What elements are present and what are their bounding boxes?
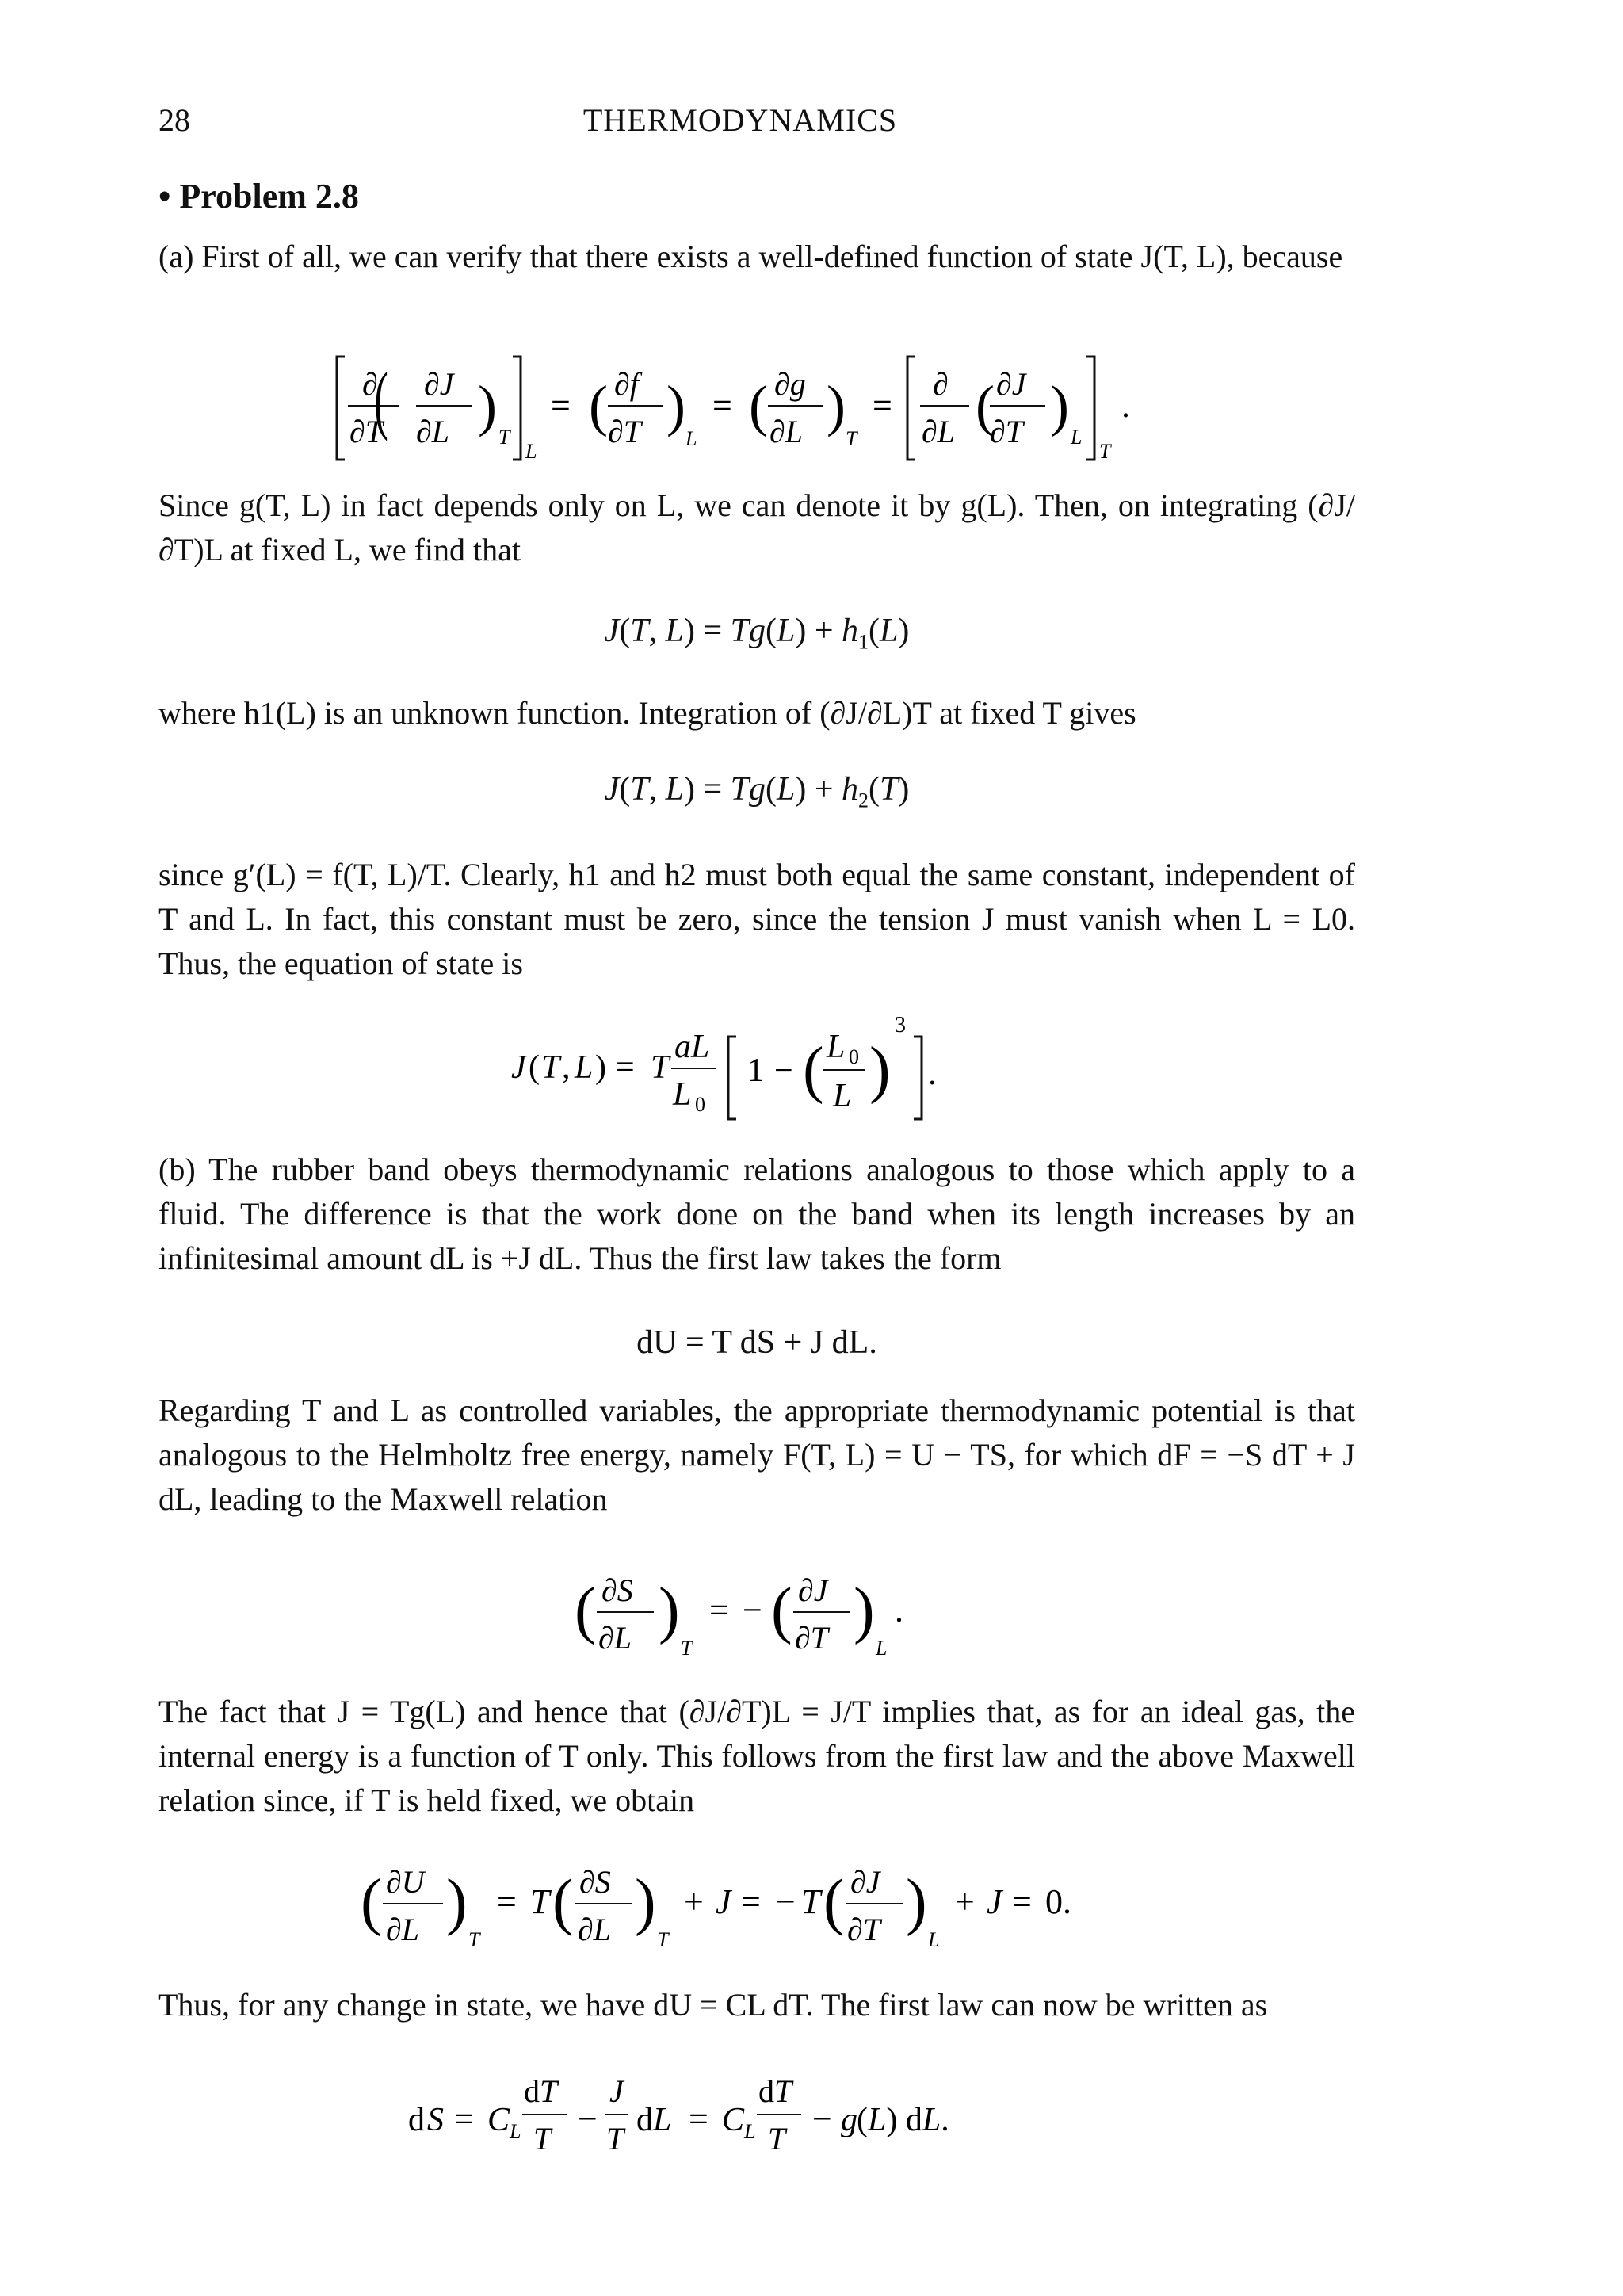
svg-text:∂f: ∂f	[614, 366, 639, 402]
svg-text:T: T	[530, 1882, 550, 1921]
svg-text:=: =	[497, 1882, 517, 1921]
svg-text:−: −	[578, 2099, 598, 2138]
svg-text:=: =	[712, 386, 732, 425]
equation-dS	[158, 2067, 1355, 2170]
svg-text:): )	[666, 374, 685, 437]
svg-text:(: (	[976, 374, 995, 437]
svg-text:dT: dT	[524, 2073, 558, 2109]
svg-text:.: .	[895, 1591, 903, 1629]
paragraph-b-rubber: (b) The rubber band obeys thermodynamic relations analogous to those which apply to a fluid. The difference is that the work done on the band when its length increases by an infinitesimal amount dL is +J dL. Thus the first law takes the form	[158, 1152, 1355, 1276]
equation-dS-math	[408, 2067, 1106, 2170]
svg-text:∂L: ∂L	[386, 1912, 420, 1947]
equation-maxwell-math	[575, 1555, 939, 1674]
equation-internal-energy	[158, 1847, 1355, 1966]
svg-text:1: 1	[747, 1052, 764, 1089]
svg-text:(: (	[749, 374, 768, 437]
paragraph-since-g: Since g(T, L) in fact depends only on L, we can denote it by g(L). Then, on integrating (∂J/∂T)L at fixed L, we find that	[158, 487, 1355, 567]
svg-text:L: L	[1071, 426, 1083, 449]
svg-text:L: L	[827, 1029, 846, 1065]
equation-of-state	[158, 1008, 1355, 1127]
svg-text:T: T	[498, 426, 510, 449]
svg-text:∂J: ∂J	[424, 366, 454, 402]
svg-text:∂L: ∂L	[922, 414, 956, 449]
svg-text:∂L: ∂L	[578, 1912, 612, 1947]
svg-text:∂L: ∂L	[769, 414, 804, 449]
svg-text:∂S: ∂S	[579, 1864, 611, 1900]
svg-text:=: =	[1012, 1882, 1032, 1921]
equation-of-state-math	[511, 1008, 1002, 1127]
running-title: THERMODYNAMICS	[582, 102, 898, 138]
svg-text:=: =	[616, 1049, 635, 1086]
svg-text:T: T	[657, 1928, 669, 1951]
svg-text:∂L: ∂L	[416, 414, 450, 449]
svg-text:=: =	[551, 386, 571, 425]
svg-text:T: T	[768, 2121, 786, 2157]
svg-text:C: C	[487, 2102, 510, 2138]
paragraph-the-fact: The fact that J = Tg(L) and hence that (∂J/∂T)L = J/T implies that, as for an ideal gas, the internal energy is a function of T only. This follows from the first law and the above Maxwell relation since, if T is held fixed, we obtain	[158, 1694, 1355, 1818]
svg-text:(: (	[374, 357, 388, 442]
svg-text:T: T	[541, 1049, 560, 1086]
svg-text:0: 0	[695, 1093, 705, 1116]
svg-text:∂T: ∂T	[990, 414, 1024, 449]
svg-text:J: J	[987, 1882, 1002, 1921]
svg-text:J: J	[511, 1049, 526, 1086]
svg-text:0: 0	[849, 1045, 859, 1068]
equation-J-h1: J(T, $L) = Tg(L) + h_1(L)$	[604, 613, 910, 654]
svg-text:): )	[1050, 374, 1069, 437]
svg-text:∂J: ∂J	[798, 1572, 828, 1608]
svg-text:T: T	[681, 1637, 693, 1660]
svg-text:∂J: ∂J	[996, 366, 1026, 402]
svg-text:∂S: ∂S	[601, 1572, 633, 1608]
paragraph-thus-dU: Thus, for any change in state, we have dU = CL dT. The first law can now be written as	[158, 1987, 1268, 2023]
equation-maxwell	[158, 1555, 1355, 1674]
svg-text:.: .	[928, 1056, 937, 1092]
equation-mixed-partials	[158, 349, 1355, 468]
svg-text:L: L	[833, 1078, 852, 1114]
svg-text:): )	[478, 374, 497, 437]
svg-text:aL: aL	[674, 1029, 710, 1065]
svg-text:(: (	[529, 1049, 540, 1086]
svg-text:L: L	[685, 427, 697, 450]
svg-text:+: +	[684, 1882, 704, 1921]
svg-text:−: −	[776, 1882, 796, 1921]
svg-text:T: T	[801, 1882, 821, 1921]
svg-text:.: .	[1121, 386, 1130, 425]
svg-text:L: L	[876, 1637, 888, 1660]
svg-text:d: d	[408, 2102, 425, 2138]
svg-text:): )	[906, 1867, 927, 1937]
svg-text:∂T: ∂T	[349, 414, 384, 449]
svg-text:): )	[446, 1867, 468, 1937]
equation-mixed-partials-math	[337, 349, 1177, 468]
svg-text:0.: 0.	[1045, 1882, 1071, 1921]
svg-text:(: (	[361, 1867, 382, 1937]
svg-text:∂: ∂	[933, 366, 949, 402]
svg-text:g: g	[841, 2102, 857, 2138]
svg-text:): )	[635, 1867, 656, 1937]
svg-text:∂L: ∂L	[598, 1620, 632, 1656]
svg-text:(L) dL.: (L) dL.	[857, 2102, 949, 2138]
svg-text:T: T	[846, 427, 857, 450]
svg-text:T: T	[1099, 440, 1111, 463]
svg-text:−: −	[743, 1591, 762, 1629]
svg-text:3: 3	[895, 1013, 906, 1037]
equation-first-law: dU = T dS + J dL.	[636, 1324, 877, 1361]
svg-text:): )	[854, 1576, 875, 1645]
svg-text:(: (	[552, 1867, 574, 1937]
svg-text:=: =	[454, 2099, 474, 2138]
svg-text:L: L	[575, 1049, 594, 1086]
svg-text:(: (	[575, 1576, 596, 1645]
svg-text:∂T: ∂T	[847, 1912, 881, 1947]
svg-text:L: L	[510, 2120, 521, 2143]
page-number: 28	[158, 102, 190, 138]
svg-text:=: =	[741, 1882, 761, 1921]
svg-text:L: L	[525, 440, 537, 463]
svg-text:L: L	[744, 2120, 756, 2143]
svg-text:∂T: ∂T	[795, 1620, 829, 1656]
svg-text:∂U: ∂U	[386, 1864, 425, 1900]
paragraph-where-h1: where h1(L) is an unknown function. Integration of (∂J/∂L)T at fixed T gives	[158, 695, 1136, 731]
svg-text:L: L	[673, 1076, 692, 1113]
svg-text:=: =	[873, 386, 892, 425]
svg-text:): )	[595, 1049, 606, 1086]
svg-text:dT: dT	[758, 2073, 792, 2109]
svg-text:dL: dL	[636, 2102, 672, 2138]
svg-text:(: (	[771, 1576, 792, 1645]
svg-text:=: =	[709, 1591, 729, 1629]
svg-text:(: (	[803, 1035, 824, 1105]
paragraph-regarding: Regarding T and L as controlled variables, the appropriate thermodynamic potential is that analogous to the Helmholtz free energy, namely F(T, L) = U − TS, for which dF = −S dT + J dL, leading to the Maxwell relation	[158, 1392, 1355, 1517]
svg-text:+: +	[955, 1882, 975, 1921]
svg-text:,: ,	[562, 1049, 571, 1086]
svg-text:): )	[869, 1035, 891, 1105]
svg-text:∂J: ∂J	[850, 1864, 880, 1900]
svg-text:(: (	[589, 374, 608, 437]
svg-text:S: S	[427, 2102, 444, 2138]
svg-text:=: =	[689, 2099, 708, 2138]
svg-text:∂T: ∂T	[608, 414, 642, 449]
svg-text:T: T	[651, 1049, 670, 1086]
svg-text:(: (	[823, 1867, 845, 1937]
problem-heading: • Problem 2.8	[158, 177, 359, 216]
svg-text:−: −	[774, 1052, 793, 1089]
svg-text:): )	[827, 374, 846, 437]
paragraph-since-gprime: since g′(L) = f(T, L)/T. Clearly, h1 and h2 must both equal the same constant, independent of T and L. In fact, this constant must be zero, since the tension J must vanish when L = L0. Thus, the equation of state is	[158, 857, 1355, 981]
svg-text:−: −	[812, 2099, 832, 2138]
svg-text:J: J	[716, 1882, 731, 1921]
svg-text:L: L	[928, 1928, 940, 1951]
svg-text:): )	[659, 1576, 680, 1645]
svg-text:T: T	[533, 2121, 552, 2157]
equation-internal-energy-math	[361, 1847, 1153, 1966]
equation-J-h2: J(T, $L) = Tg(L) + h_2(T)$	[604, 771, 910, 812]
svg-text:J: J	[609, 2073, 624, 2109]
svg-text:T: T	[606, 2121, 624, 2157]
paragraph-a-intro: (a) First of all, we can verify that there exists a well-defined function of state J(T, L), because	[158, 239, 1343, 274]
svg-text:∂g: ∂g	[774, 366, 806, 402]
svg-text:T: T	[468, 1928, 480, 1951]
svg-text:C: C	[722, 2102, 745, 2138]
svg-text:∂: ∂	[362, 366, 378, 402]
